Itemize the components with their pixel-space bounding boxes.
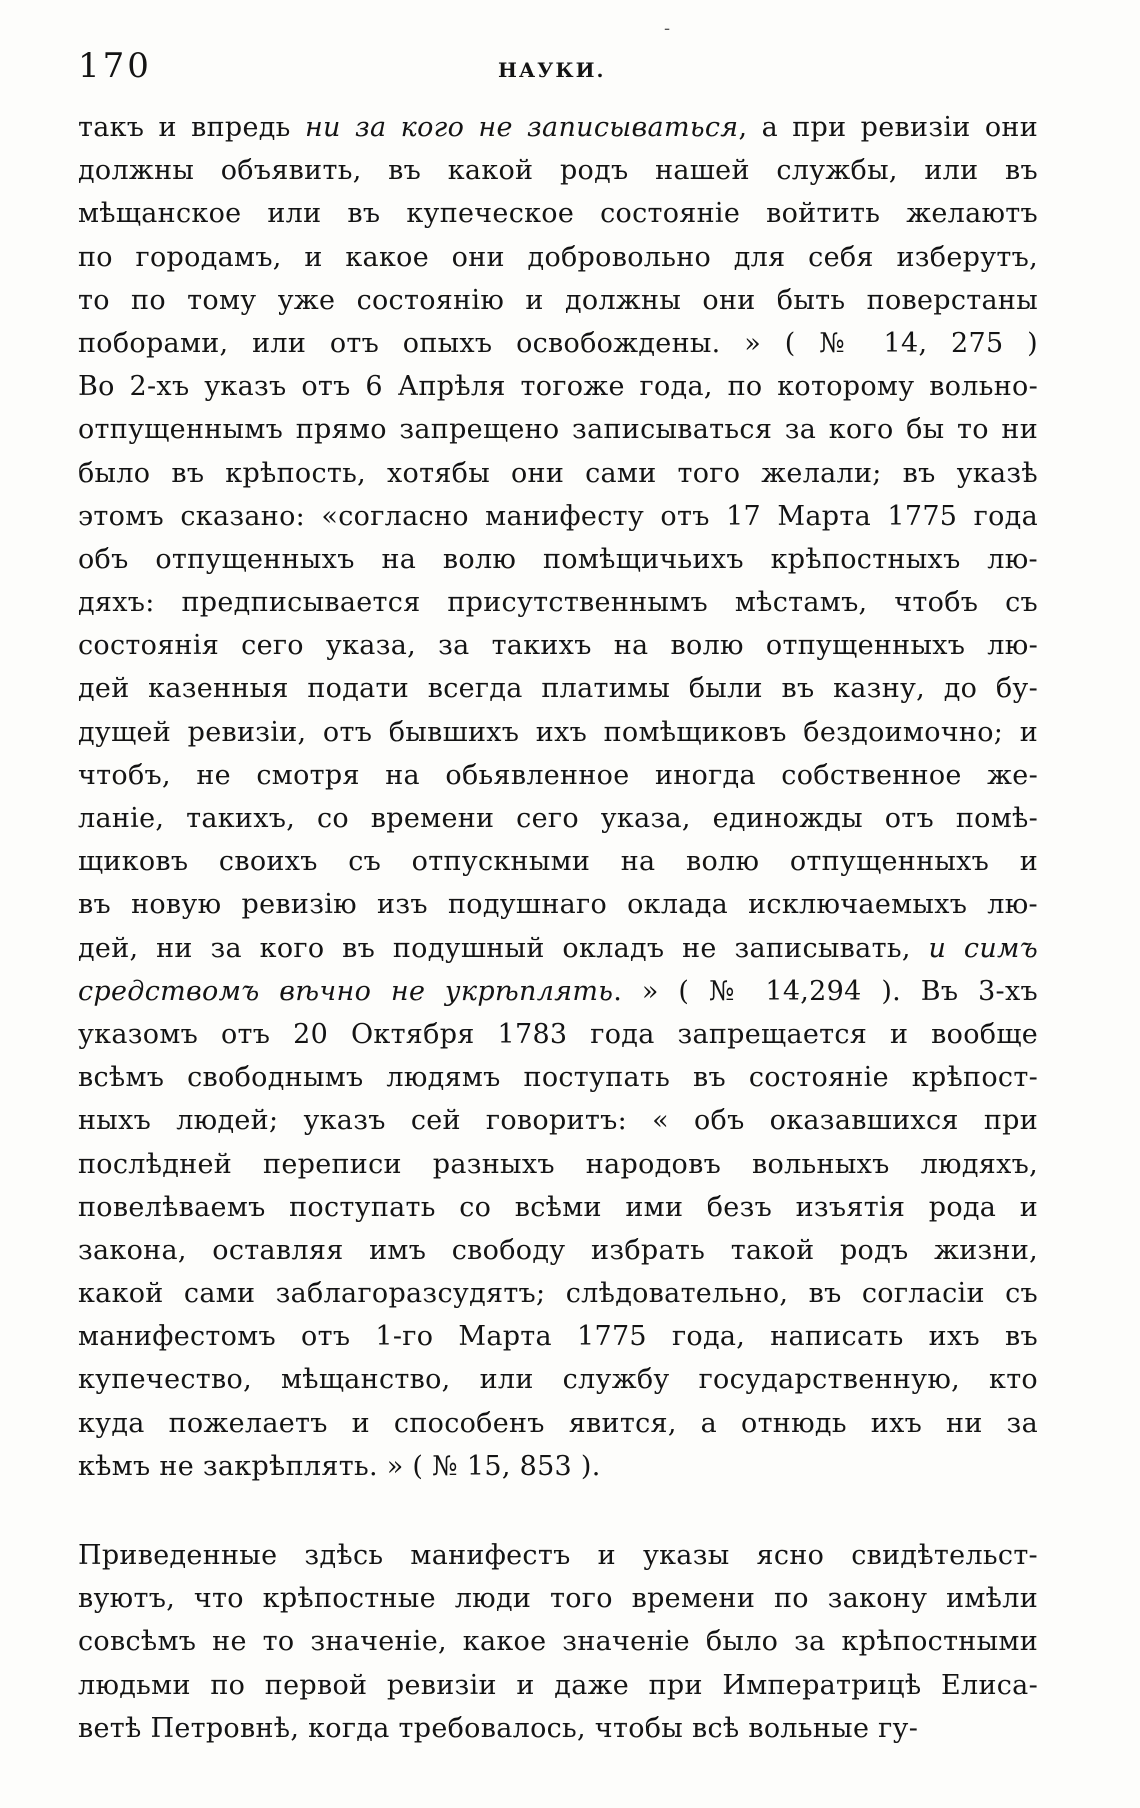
- text-segment: . » ( № 14,294 ). Въ 3-хъ: [613, 975, 1038, 1007]
- text-line: [78, 1056, 1038, 1099]
- text-line: [78, 1099, 1038, 1142]
- text-line: [78, 322, 1038, 365]
- text-line: [78, 1186, 1038, 1229]
- text-segment: въ новую ревизію изъ подушнаго оклада исключаемыхъ лю-: [78, 889, 1038, 921]
- text-line: [78, 236, 1038, 279]
- text-line: [78, 1315, 1038, 1358]
- text-segment: щиковъ своихъ съ отпускными на волю отпущенныхъ и: [78, 846, 1038, 878]
- text-line: [78, 452, 1038, 495]
- text-line: [78, 883, 1038, 926]
- paragraph-gap: [78, 1488, 1038, 1534]
- body-text: [78, 106, 1038, 1750]
- text-segment: чтобъ, не смотря на обьявленное иногда собственное же-: [78, 759, 1038, 791]
- text-segment: ныхъ людей; указъ сей говоритъ: « объ оказавшихся при: [78, 1105, 1038, 1137]
- text-line: [78, 408, 1038, 451]
- running-head: [78, 18, 1033, 96]
- text-line: [78, 1534, 1038, 1577]
- text-line: [78, 149, 1038, 192]
- text-segment: дей, ни за кого въ подушный окладъ не записывать,: [78, 932, 929, 964]
- text-segment: ветѣ Петровнѣ, когда требовалось, чтобы всѣ вольные гу-: [78, 1712, 919, 1744]
- text-line: [78, 1707, 1038, 1750]
- tick-mark: -: [664, 18, 671, 39]
- text-line: [78, 192, 1038, 235]
- text-segment: такъ и впредь: [78, 112, 305, 143]
- text-segment: кѣмъ не закрѣплять. » ( № 15, 853 ).: [78, 1450, 601, 1482]
- paragraph: [78, 106, 1038, 1488]
- text-segment: дей казенныя подати всегда платимы были въ казну, до бу-: [78, 673, 1038, 705]
- text-segment: Во 2-хъ указъ отъ 6 Апрѣля тогоже года, по которому вольно-: [78, 371, 1038, 403]
- text-segment: дущей ревизіи, отъ бывшихъ ихъ помѣщиковъ бездоимочно; и: [78, 716, 1038, 748]
- text-segment: Приведенные здѣсь манифестъ и указы ясно свидѣтельст-: [78, 1540, 1038, 1571]
- text-segment: куда пожелаетъ и способенъ явится, а отнюдь ихъ ни за: [78, 1407, 1038, 1439]
- text-line: [78, 1445, 1038, 1488]
- text-line: [78, 1272, 1038, 1315]
- text-line: [78, 1358, 1038, 1401]
- text-segment: состоянія сего указа, за такихъ на волю отпущенныхъ лю-: [78, 630, 1038, 662]
- text-segment: дяхъ: предписывается присутственнымъ мѣстамъ, чтобъ съ: [78, 587, 1038, 619]
- italic-segment: средствомъ вѣчно не укрѣплять: [78, 975, 614, 1007]
- text-line: [78, 1143, 1038, 1186]
- text-line: [78, 797, 1038, 840]
- text-segment: мѣщанское или въ купеческое состояніе войтить желаютъ: [78, 198, 1038, 230]
- text-line: [78, 624, 1038, 667]
- text-segment: было въ крѣпость, хотябы они сами того желали; въ указѣ: [78, 457, 1038, 489]
- text-line: [78, 970, 1038, 1013]
- text-line: [78, 495, 1038, 538]
- text-line: [78, 711, 1038, 754]
- text-line: [78, 1664, 1038, 1707]
- text-segment: по городамъ, и какое они добровольно для себя изберутъ,: [78, 241, 1038, 273]
- text-segment: ланіе, такихъ, со времени сего указа, единожды отъ помѣ-: [78, 803, 1038, 834]
- text-line: [78, 1620, 1038, 1663]
- text-segment: совсѣмъ не то значеніе, какое значеніе было за крѣпостными: [78, 1626, 1038, 1658]
- paragraph: [78, 1534, 1038, 1750]
- text-segment: этомъ сказано: «согласно манифесту отъ 17 Марта 1775 года: [78, 500, 1038, 532]
- text-line: [78, 754, 1038, 797]
- text-segment: закона, оставляя имъ свободу избрать такой родъ жизни,: [78, 1234, 1038, 1266]
- text-segment: то по тому уже состоянію и должны они быть поверстаны: [78, 284, 1038, 316]
- text-segment: должны объявить, въ какой родъ нашей службы, или въ: [78, 155, 1038, 187]
- text-line: [78, 927, 1038, 970]
- text-line: [78, 1229, 1038, 1272]
- text-line: [78, 840, 1038, 883]
- page-number: 170: [78, 46, 152, 86]
- text-line: [78, 1577, 1038, 1620]
- text-line: [78, 1013, 1038, 1056]
- text-segment: всѣмъ свободнымъ людямъ поступать въ состояніе крѣпост-: [78, 1062, 1038, 1094]
- text-segment: объ отпущенныхъ на волю помѣщичьихъ крѣпостныхъ лю-: [78, 543, 1038, 575]
- text-segment: , а при ревизіи они: [738, 112, 1038, 143]
- text-line: [78, 365, 1038, 408]
- text-segment: купечество, мѣщанство, или службу государственную, кто: [78, 1364, 1038, 1396]
- text-segment: манифестомъ отъ 1-го Марта 1775 года, написать ихъ въ: [78, 1321, 1038, 1353]
- text-line: [78, 538, 1038, 581]
- text-segment: послѣдней переписи разныхъ народовъ вольныхъ людяхъ,: [78, 1148, 1038, 1180]
- text-segment: указомъ отъ 20 Октября 1783 года запрещается и вообще: [78, 1018, 1038, 1050]
- italic-segment: ни за кого не записываться: [304, 112, 739, 143]
- text-segment: вуютъ, что крѣпостные люди того времени по закону имѣли: [78, 1583, 1038, 1615]
- text-line: [78, 1402, 1038, 1445]
- text-segment: отпущеннымъ прямо запрещено записываться за кого бы то ни: [78, 414, 1038, 446]
- italic-segment: и симъ: [928, 932, 1038, 964]
- text-segment: людьми по первой ревизіи и даже при Императрицѣ Елиса-: [78, 1669, 1038, 1701]
- text-segment: какой сами заблагоразсудятъ; слѣдовательно, въ согласіи съ: [78, 1278, 1038, 1310]
- text-line: [78, 279, 1038, 322]
- text-segment: поборами, или отъ опыхъ освобождены. » ( № 14, 275 ): [78, 327, 1038, 359]
- text-line: [78, 667, 1038, 710]
- text-line: [78, 581, 1038, 624]
- section-title: НАУКИ.: [498, 58, 606, 82]
- text-line: [78, 106, 1038, 149]
- text-segment: повелѣваемъ поступать со всѣми ими безъ изъятія рода и: [78, 1191, 1038, 1223]
